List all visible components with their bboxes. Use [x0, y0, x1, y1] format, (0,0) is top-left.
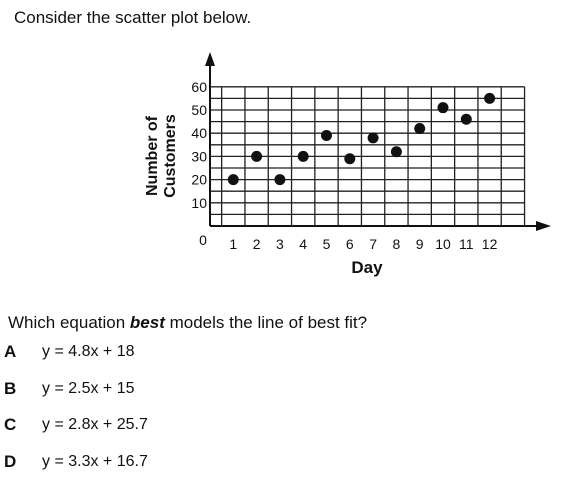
- answer-choice-b[interactable]: [4, 377, 135, 401]
- x-tick-label: 10: [435, 236, 451, 252]
- origin-label: 0: [199, 232, 207, 248]
- data-point: [321, 130, 332, 141]
- x-tick-label: 6: [345, 236, 354, 252]
- y-axis-label-line: Customers: [162, 114, 179, 198]
- x-tick-label: 2: [252, 236, 261, 252]
- x-tick-label: 9: [415, 236, 424, 252]
- x-tick-label: 8: [392, 236, 401, 252]
- data-point: [484, 93, 495, 104]
- y-tick-label: 60: [191, 78, 207, 95]
- data-point: [414, 123, 425, 134]
- choice-equation: y = 2.5x + 15: [42, 380, 135, 397]
- x-tick-label: 7: [369, 236, 377, 252]
- choice-letter: B: [4, 379, 17, 398]
- y-tick-label: 10: [191, 194, 207, 211]
- answer-choice-a[interactable]: [4, 340, 135, 364]
- data-point: [438, 102, 449, 113]
- y-tick-label: 50: [191, 102, 207, 118]
- y-axis-label: [144, 114, 179, 198]
- question-before: Which equation: [8, 313, 130, 332]
- x-tick-label: 12: [481, 236, 498, 252]
- question-after: models the line of best fit?: [164, 313, 368, 332]
- y-tick-label: 40: [191, 125, 207, 142]
- choice-equation: y = 2.8x + 25.7: [42, 416, 148, 433]
- y-tick-label: 30: [191, 148, 207, 165]
- intro-text: Consider the scatter plot below.: [14, 8, 252, 27]
- choice-letter: C: [4, 415, 17, 434]
- chart-axes: [205, 52, 551, 231]
- answer-choice-c[interactable]: [4, 413, 148, 437]
- x-tick-label: 5: [322, 236, 331, 252]
- answer-choice-d[interactable]: [4, 450, 148, 474]
- choice-equation: y = 4.8x + 18: [42, 343, 135, 360]
- question-emphasis: best: [129, 313, 165, 332]
- y-tick-label: 20: [191, 171, 207, 188]
- data-point: [228, 174, 239, 185]
- x-tick-label: 3: [276, 236, 284, 252]
- x-tick-label: 11: [459, 236, 474, 252]
- choice-letter: A: [4, 342, 17, 361]
- data-point: [344, 153, 355, 164]
- x-tick-label: 4: [299, 236, 308, 252]
- choice-letter: D: [4, 452, 17, 471]
- x-tick-label: 1: [229, 236, 238, 252]
- data-point: [368, 132, 379, 143]
- x-axis-arrow: [536, 221, 551, 231]
- y-axis-arrow: [205, 52, 215, 66]
- x-axis-label: Day: [351, 258, 383, 277]
- choice-equation: y = 3.3x + 16.7: [42, 453, 148, 470]
- data-point: [391, 146, 402, 157]
- question-text: [8, 313, 367, 333]
- data-point: [461, 114, 472, 125]
- y-axis-label-line: Number of: [144, 116, 161, 196]
- data-point: [274, 174, 285, 185]
- data-point: [298, 151, 309, 162]
- data-point: [251, 151, 262, 162]
